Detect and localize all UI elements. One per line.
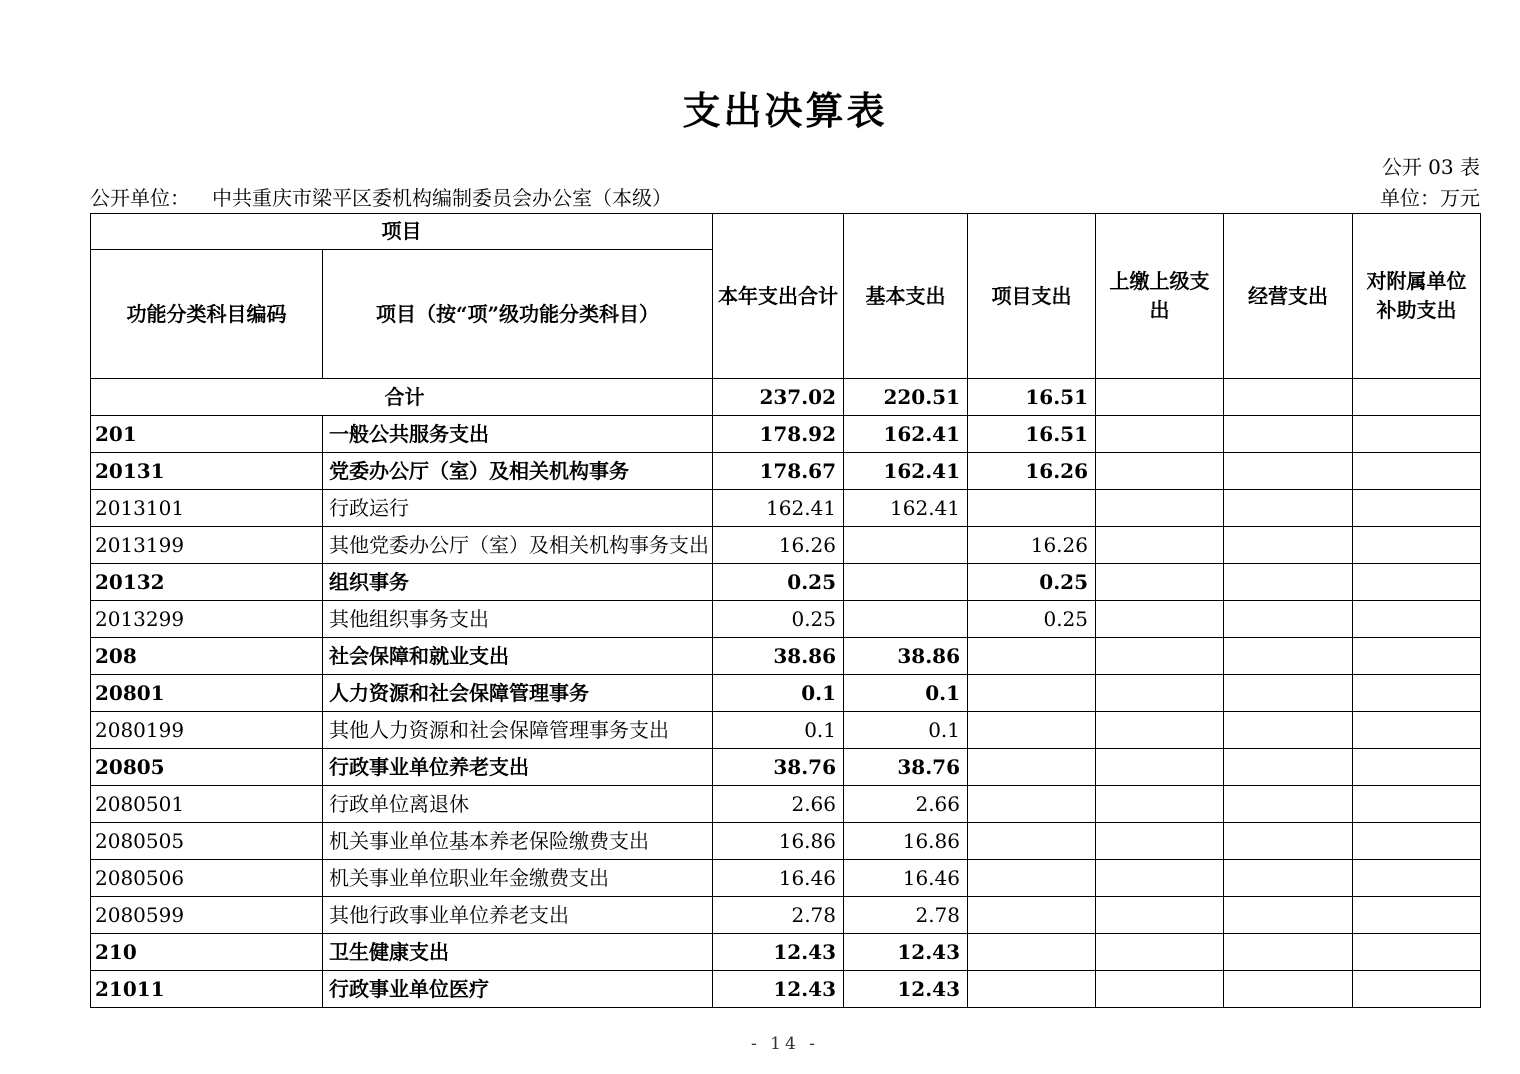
header-function-code: 功能分类科目编码 <box>91 250 323 379</box>
table-row <box>91 823 1481 860</box>
cell-value <box>968 971 1096 1008</box>
publisher-name: 中共重庆市梁平区委机构编制委员会办公室（本级） <box>212 186 672 210</box>
table-row <box>91 897 1481 934</box>
cell-function-code: 2080501 <box>91 786 323 823</box>
cell-value <box>1224 897 1353 934</box>
cell-value: 0.25 <box>713 564 844 601</box>
cell-item-name: 行政运行 <box>323 490 713 527</box>
cell-value <box>1353 453 1481 490</box>
cell-value: 2.66 <box>713 786 844 823</box>
cell-value <box>1096 712 1224 749</box>
cell-value: 16.46 <box>713 860 844 897</box>
cell-value <box>1224 379 1353 416</box>
cell-value <box>1224 490 1353 527</box>
cell-value: 16.46 <box>844 860 968 897</box>
cell-function-code: 201 <box>91 416 323 453</box>
table-row <box>91 564 1481 601</box>
cell-value: 237.02 <box>713 379 844 416</box>
cell-value <box>968 638 1096 675</box>
cell-item-name: 组织事务 <box>323 564 713 601</box>
cell-value <box>968 860 1096 897</box>
cell-item-name: 其他人力资源和社会保障管理事务支出 <box>323 712 713 749</box>
cell-value <box>1096 934 1224 971</box>
cell-value <box>1096 786 1224 823</box>
cell-value <box>1224 712 1353 749</box>
cell-value <box>1096 823 1224 860</box>
cell-function-code: 2080599 <box>91 897 323 934</box>
cell-function-code: 20131 <box>91 453 323 490</box>
cell-value <box>968 897 1096 934</box>
cell-function-code: 208 <box>91 638 323 675</box>
cell-value <box>1096 527 1224 564</box>
cell-value: 38.86 <box>713 638 844 675</box>
cell-item-name: 机关事业单位基本养老保险缴费支出 <box>323 823 713 860</box>
header-basic-expenditure: 基本支出 <box>844 214 968 379</box>
table-row <box>91 601 1481 638</box>
cell-value <box>968 675 1096 712</box>
cell-function-code: 20801 <box>91 675 323 712</box>
cell-value <box>1224 564 1353 601</box>
cell-value: 2.66 <box>844 786 968 823</box>
table-row <box>91 416 1481 453</box>
cell-value: 0.1 <box>844 712 968 749</box>
cell-value <box>968 712 1096 749</box>
cell-value <box>1353 749 1481 786</box>
cell-value <box>1096 638 1224 675</box>
cell-function-code: 2013101 <box>91 490 323 527</box>
cell-value: 16.26 <box>968 527 1096 564</box>
table-row <box>91 453 1481 490</box>
header-row-group <box>91 214 1481 250</box>
cell-value <box>1096 564 1224 601</box>
cell-value: 38.76 <box>844 749 968 786</box>
cell-value: 12.43 <box>713 971 844 1008</box>
cell-value <box>1224 749 1353 786</box>
cell-item-name: 其他组织事务支出 <box>323 601 713 638</box>
table-body <box>91 379 1481 1008</box>
page-title: 支出决算表 <box>682 88 888 133</box>
header-project-group: 项目 <box>91 214 713 250</box>
cell-function-code: 2013299 <box>91 601 323 638</box>
publisher-line <box>90 182 672 211</box>
cell-value <box>1353 786 1481 823</box>
cell-function-code: 210 <box>91 934 323 971</box>
cell-value <box>1096 897 1224 934</box>
cell-value <box>1353 860 1481 897</box>
cell-value <box>1224 675 1353 712</box>
table-row <box>91 971 1481 1008</box>
cell-value <box>1353 416 1481 453</box>
cell-item-name: 行政单位离退休 <box>323 786 713 823</box>
meta-row <box>90 182 1480 211</box>
cell-value <box>1096 416 1224 453</box>
cell-value: 16.51 <box>968 379 1096 416</box>
cell-value: 0.25 <box>968 564 1096 601</box>
cell-value <box>1096 490 1224 527</box>
cell-value <box>1353 971 1481 1008</box>
cell-value <box>1353 490 1481 527</box>
publisher-label: 公开单位： <box>90 186 190 210</box>
table-row <box>91 860 1481 897</box>
cell-function-code: 2013199 <box>91 527 323 564</box>
cell-value <box>1096 601 1224 638</box>
cell-item-name: 合计 <box>91 379 713 416</box>
cell-value <box>1353 601 1481 638</box>
cell-value: 38.76 <box>713 749 844 786</box>
table-row <box>91 527 1481 564</box>
cell-value <box>1353 527 1481 564</box>
cell-value <box>1096 675 1224 712</box>
cell-value <box>844 527 968 564</box>
cell-function-code: 21011 <box>91 971 323 1008</box>
table-row <box>91 490 1481 527</box>
cell-value <box>1353 712 1481 749</box>
cell-value <box>968 490 1096 527</box>
cell-value: 162.41 <box>844 416 968 453</box>
header-project-expenditure: 项目支出 <box>968 214 1096 379</box>
cell-value <box>1096 379 1224 416</box>
cell-value: 2.78 <box>713 897 844 934</box>
cell-function-code: 20132 <box>91 564 323 601</box>
cell-value: 12.43 <box>844 971 968 1008</box>
cell-item-name: 党委办公厅（室）及相关机构事务 <box>323 453 713 490</box>
cell-value <box>1224 453 1353 490</box>
cell-value: 2.78 <box>844 897 968 934</box>
cell-function-code: 2080506 <box>91 860 323 897</box>
cell-value <box>1353 379 1481 416</box>
cell-value: 0.25 <box>968 601 1096 638</box>
table-row <box>91 786 1481 823</box>
cell-value <box>1353 897 1481 934</box>
cell-value: 0.25 <box>713 601 844 638</box>
cell-function-code: 2080199 <box>91 712 323 749</box>
cell-value: 178.67 <box>713 453 844 490</box>
cell-value <box>1224 934 1353 971</box>
cell-value <box>1096 860 1224 897</box>
cell-value: 220.51 <box>844 379 968 416</box>
cell-value <box>1224 823 1353 860</box>
cell-value: 16.51 <box>968 416 1096 453</box>
cell-value: 178.92 <box>713 416 844 453</box>
cell-item-name: 行政事业单位养老支出 <box>323 749 713 786</box>
cell-value <box>1224 971 1353 1008</box>
cell-item-name: 人力资源和社会保障管理事务 <box>323 675 713 712</box>
expenditure-table <box>90 213 1481 1008</box>
cell-value <box>968 749 1096 786</box>
cell-value <box>1353 638 1481 675</box>
cell-value: 162.41 <box>844 490 968 527</box>
page-number: - 14 - <box>751 1034 819 1054</box>
sheet-number: 公开 03 表 <box>1381 155 1480 179</box>
cell-value <box>1224 416 1353 453</box>
header-item-name: 项目（按“项”级功能分类科目） <box>323 250 713 379</box>
cell-value <box>1224 527 1353 564</box>
cell-value <box>1353 564 1481 601</box>
cell-value <box>968 934 1096 971</box>
cell-value <box>1224 601 1353 638</box>
table-row <box>91 934 1481 971</box>
cell-item-name: 社会保障和就业支出 <box>323 638 713 675</box>
cell-value: 16.86 <box>713 823 844 860</box>
cell-value: 16.26 <box>713 527 844 564</box>
header-operating-expenditure: 经营支出 <box>1224 214 1353 379</box>
header-subsidy-to-affiliates: 对附属单位补助支出 <box>1353 214 1481 379</box>
cell-value: 162.41 <box>844 453 968 490</box>
cell-value: 12.43 <box>844 934 968 971</box>
cell-item-name: 其他党委办公厅（室）及相关机构事务支出 <box>323 527 713 564</box>
table-row <box>91 749 1481 786</box>
header-total-expenditure: 本年支出合计 <box>713 214 844 379</box>
cell-value <box>1096 453 1224 490</box>
cell-value: 0.1 <box>713 712 844 749</box>
table-header <box>91 214 1481 379</box>
cell-value <box>1224 786 1353 823</box>
table-row <box>91 638 1481 675</box>
cell-function-code: 20805 <box>91 749 323 786</box>
cell-value <box>1353 934 1481 971</box>
cell-value <box>1353 675 1481 712</box>
cell-value <box>1224 638 1353 675</box>
cell-value <box>1096 971 1224 1008</box>
cell-value <box>844 601 968 638</box>
cell-item-name: 其他行政事业单位养老支出 <box>323 897 713 934</box>
cell-value: 12.43 <box>713 934 844 971</box>
cell-item-name: 行政事业单位医疗 <box>323 971 713 1008</box>
cell-function-code: 2080505 <box>91 823 323 860</box>
cell-value <box>1224 860 1353 897</box>
cell-item-name: 一般公共服务支出 <box>323 416 713 453</box>
cell-value: 162.41 <box>713 490 844 527</box>
table-row <box>91 675 1481 712</box>
cell-value: 0.1 <box>713 675 844 712</box>
cell-value <box>968 823 1096 860</box>
cell-value: 38.86 <box>844 638 968 675</box>
cell-value <box>1096 749 1224 786</box>
cell-item-name: 卫生健康支出 <box>323 934 713 971</box>
cell-value: 0.1 <box>844 675 968 712</box>
cell-value <box>968 786 1096 823</box>
currency-unit-label: 单位：万元 <box>1380 186 1480 210</box>
table-row <box>91 712 1481 749</box>
cell-value: 16.26 <box>968 453 1096 490</box>
header-upper-level-payment: 上缴上级支出 <box>1096 214 1224 379</box>
cell-value: 16.86 <box>844 823 968 860</box>
table-row <box>91 379 1481 416</box>
cell-value <box>844 564 968 601</box>
cell-value <box>1353 823 1481 860</box>
cell-item-name: 机关事业单位职业年金缴费支出 <box>323 860 713 897</box>
